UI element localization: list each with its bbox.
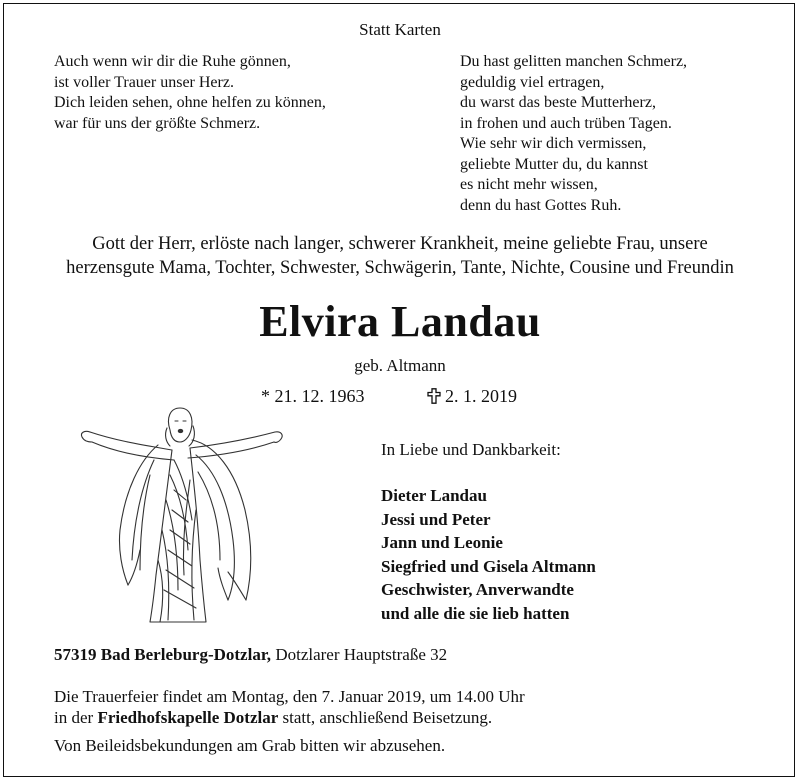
poem-line: in frohen und auch trüben Tagen.: [460, 114, 672, 132]
birth-date: * 21. 12. 1963: [261, 386, 365, 406]
mourner-name: und alle die sie lieb hatten: [381, 603, 570, 623]
poem-line: ist voller Trauer unser Herz.: [54, 73, 234, 91]
poem-line: Wie sehr wir dich vermissen,: [460, 135, 647, 152]
poem-left: [54, 52, 326, 134]
cross-icon: [427, 388, 441, 404]
mourners-list: [381, 484, 596, 625]
address-street: Dotzlarer Hauptstraße 32: [275, 645, 448, 664]
mourner-name: Siegfried und Gisela Altmann: [381, 556, 596, 576]
mourner-name: Geschwister, Anverwandte: [381, 580, 574, 599]
address-place: 57319 Bad Berleburg-Dotzlar,: [54, 645, 272, 664]
intro-line: Gott der Herr, erlöste nach langer, schwerer Krankheit, meine geliebte Frau, unsere: [92, 234, 708, 254]
statt-karten-heading: Statt Karten: [359, 20, 441, 39]
mourner-name: Jann und Leonie: [381, 533, 503, 552]
poem-line: geduldig viel ertragen,: [460, 73, 605, 91]
intro-text: [0, 232, 800, 280]
service-line2: [54, 707, 525, 728]
poem-line: denn du hast Gottes Ruh.: [460, 196, 622, 214]
service-info: [54, 686, 525, 728]
service-suffix: statt, anschließend Beisetzung.: [282, 708, 493, 727]
poem-line: war für uns der größte Schmerz.: [54, 114, 261, 132]
angel-illustration: [70, 400, 290, 640]
poem-line: geliebte Mutter du, du kannst: [460, 155, 648, 173]
poem-line: du warst das beste Mutterherz,: [460, 94, 656, 111]
address: [54, 645, 447, 665]
poem-line: Du hast gelitten manchen Schmerz,: [460, 53, 688, 70]
poem-line: Auch wenn wir dir die Ruhe gönnen,: [54, 53, 291, 70]
mourner-name: Dieter Landau: [381, 486, 487, 505]
mourner-name: Jessi und Peter: [381, 509, 491, 529]
death-date-block: [427, 386, 517, 407]
death-date: 2. 1. 2019: [445, 386, 517, 406]
condolence-note: Von Beileidsbekundungen am Grab bitten wir abzusehen.: [54, 736, 446, 755]
deceased-name: Elvira Landau: [259, 297, 541, 346]
poem-line: es nicht mehr wissen,: [460, 176, 598, 193]
service-location: Friedhofskapelle Dotzlar: [97, 708, 279, 727]
poem-right: [460, 52, 687, 216]
mourners-heading: In Liebe und Dankbarkeit:: [381, 440, 561, 459]
service-line1: Die Trauerfeier findet am Montag, den 7. Januar 2019, um 14.00 Uhr: [54, 687, 525, 706]
poem-line: Dich leiden sehen, ohne helfen zu können,: [54, 94, 326, 111]
maiden-name: geb. Altmann: [354, 356, 446, 375]
intro-line: herzensgute Mama, Tochter, Schwester, Schwägerin, Tante, Nichte, Cousine und Freundin: [66, 258, 734, 278]
service-prefix: in der: [54, 708, 94, 727]
